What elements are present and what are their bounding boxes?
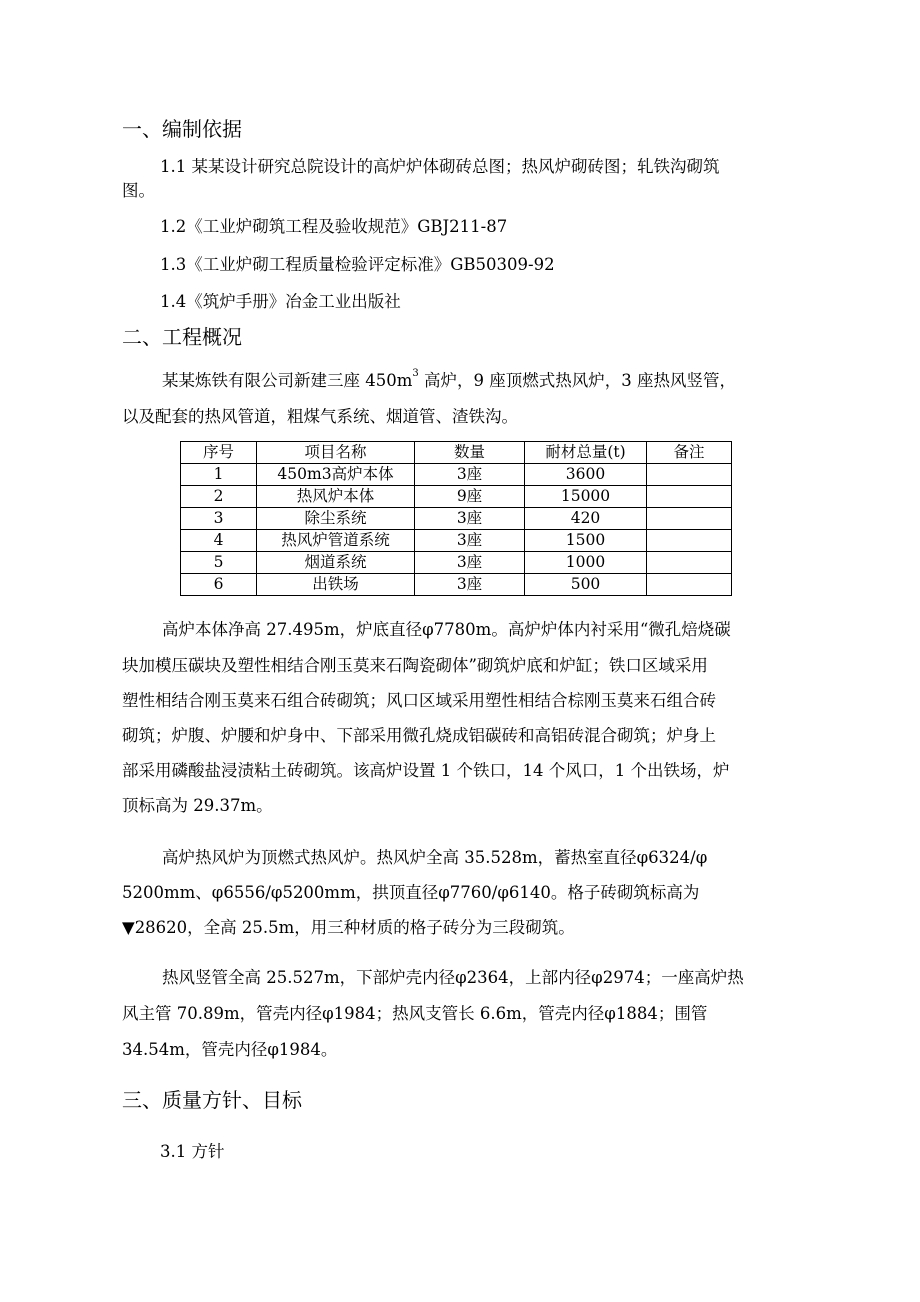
table-cell (647, 530, 732, 552)
table-cell: 9座 (415, 486, 525, 508)
table-cell: 除尘系统 (257, 508, 415, 530)
ref-1-3: 1.3《工业炉砌工程质量检验评定标准》GB50309-92 (160, 255, 555, 274)
ref-1-1: 1.1 某某设计研究总院设计的高炉炉体砌砖总图；热风炉砌砖图；轧铁沟砌筑 (160, 157, 720, 176)
table-cell: 6 (181, 574, 257, 596)
table-cell: 2 (181, 486, 257, 508)
ref-1-1-cont: 图。 (122, 181, 155, 200)
table-row (181, 508, 732, 530)
table-cell: 3600 (525, 464, 647, 486)
table-cell: 450m3高炉本体 (257, 464, 415, 486)
stove-para-line: ▼28620，全高 25.5m，用三种材质的格子砖分为三段砌筑。 (122, 918, 575, 937)
stove-para-line: 高炉热风炉为顶燃式热风炉。热风炉全高 35.528m，蓄热室直径φ6324/φ (162, 848, 708, 867)
table-cell: 3座 (415, 552, 525, 574)
overview-line-1: 某某炼铁有限公司新建三座 $450m^3$ 高炉，9 座顶燃式热风炉，3 座热风竖管， (162, 368, 736, 390)
furnace-para-line: 块加模压碳块及塑性相结合刚玉莫来石陶瓷砌体”砌筑炉底和炉缸；铁口区域采用 (122, 656, 708, 675)
furnace-para-line: 塑性相结合刚玉莫来石组合砖砌筑；风口区域采用塑性相结合棕刚玉莫来石组合砖 (122, 691, 716, 710)
table-row (181, 574, 732, 596)
table-header-cell: 数量 (415, 442, 525, 464)
table-cell: 1500 (525, 530, 647, 552)
table-cell: 3座 (415, 530, 525, 552)
overview-line-2: 以及配套的热风管道，粗煤气系统、烟道管、渣铁沟。 (122, 407, 518, 426)
table-row (181, 530, 732, 552)
table-cell (647, 552, 732, 574)
table-cell (647, 486, 732, 508)
table-cell (647, 508, 732, 530)
table-row (181, 552, 732, 574)
table-cell: 1 (181, 464, 257, 486)
table-cell: 热风炉本体 (257, 486, 415, 508)
table-header-cell: 序号 (181, 442, 257, 464)
pipe-para-line: 风主管 70.89m，管壳内径φ1984；热风支管长 6.6m，管壳内径φ1884；围管 (122, 1004, 708, 1023)
table-cell: 3 (181, 508, 257, 530)
section-2-heading: 二、工程概况 (122, 325, 242, 349)
table-cell: 3座 (415, 574, 525, 596)
table-cell: 500 (525, 574, 647, 596)
table-cell: 热风炉管道系统 (257, 530, 415, 552)
project-table (180, 441, 732, 596)
table-cell: 3座 (415, 508, 525, 530)
ref-1-4: 1.4《筑炉手册》冶金工业出版社 (160, 292, 401, 311)
ref-1-2: 1.2《工业炉砌筑工程及验收规范》GBJ211-87 (160, 217, 508, 236)
policy-subheading: 3.1 方针 (160, 1142, 225, 1161)
furnace-para-line: 高炉本体净高 27.495m，炉底直径φ7780m。高炉炉体内衬采用“微孔焙烧碳 (162, 620, 731, 639)
stove-para-line: 5200mm、φ6556/φ5200mm，拱顶直径φ7760/φ6140。格子砖砌筑标高为 (122, 883, 700, 902)
furnace-para-line: 顶标高为 29.37m。 (122, 796, 273, 815)
table-header-row (181, 442, 732, 464)
pipe-para-line: 34.54m，管壳内径φ1984。 (122, 1040, 338, 1059)
table-cell: 4 (181, 530, 257, 552)
table-row (181, 486, 732, 508)
section-3-heading: 三、质量方针、目标 (122, 1088, 302, 1112)
table-cell: 420 (525, 508, 647, 530)
table-cell: 1000 (525, 552, 647, 574)
furnace-para-line: 砌筑；炉腹、炉腰和炉身中、下部采用微孔烧成铝碳砖和高铝砖混合砌筑；炉身上 (122, 726, 716, 745)
table-row (181, 464, 732, 486)
table-cell: 烟道系统 (257, 552, 415, 574)
table-header-cell: 备注 (647, 442, 732, 464)
table-cell (647, 464, 732, 486)
table-cell: 3座 (415, 464, 525, 486)
pipe-para-line: 热风竖管全高 25.527m，下部炉壳内径φ2364，上部内径φ2974；一座高炉热 (162, 968, 744, 987)
table-cell: 5 (181, 552, 257, 574)
table-cell: 出铁场 (257, 574, 415, 596)
section-1-heading: 一、编制依据 (122, 117, 242, 141)
table-cell (647, 574, 732, 596)
table-cell: 15000 (525, 486, 647, 508)
table-header-cell: 耐材总量(t) (525, 442, 647, 464)
furnace-para-line: 部采用磷酸盐浸渍粘土砖砌筑。该高炉设置 1 个铁口，14 个风口，1 个出铁场，炉 (122, 761, 730, 780)
table-header-cell: 项目名称 (257, 442, 415, 464)
